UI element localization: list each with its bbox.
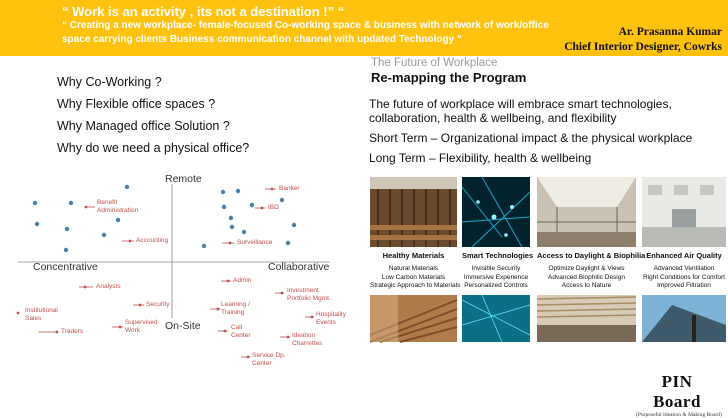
card-line: Right Conditions for Comfort bbox=[642, 273, 725, 281]
card-line: Strategic Approach to Materials bbox=[370, 282, 461, 289]
cyan-lights-photo bbox=[462, 295, 530, 342]
quadrant-diagram bbox=[0, 170, 364, 410]
author-credit bbox=[564, 25, 722, 55]
quote-text: “ Creating a new workplace- female-focused Co-working space & business with network of work/office space carrying clients Business communication channel with updated Technology “ bbox=[62, 20, 549, 45]
paragraph: The future of workplace will embrace smart technologies, collaboration, health & wellbeing, and flexibility bbox=[369, 97, 672, 125]
paragraph: Short Term – Organizational impact & the physical workplace bbox=[369, 131, 693, 145]
card-smart-technologies bbox=[462, 177, 534, 339]
quote-headline: “ Work is an activity , its not a destination !” “ bbox=[62, 4, 345, 19]
tag-traders: Traders bbox=[61, 328, 84, 335]
header-banner bbox=[0, 0, 728, 56]
card-description bbox=[370, 265, 461, 291]
slat-ceiling-photo bbox=[537, 295, 636, 342]
axis-label-remote: Remote bbox=[165, 173, 202, 185]
card-title: Access to Daylight & Biophilia bbox=[537, 251, 646, 260]
section-subtitle: The Future of Workplace bbox=[371, 57, 498, 69]
axis-label-collaborative: Collaborative bbox=[268, 261, 330, 273]
card-title: Enhanced Air Quality bbox=[646, 251, 722, 260]
tag-investment-portfolio: Investment Portfolio Mgmt. bbox=[287, 287, 331, 302]
card-line: Natural Materials bbox=[388, 265, 439, 272]
card-daylight-biophilia bbox=[537, 177, 646, 339]
card-line: Low Carbon Materials bbox=[381, 273, 446, 281]
section-title: Re-mapping the Program bbox=[371, 70, 527, 85]
card-line: Personalized Controls bbox=[464, 282, 528, 289]
tag-supervised-work: Supervised Work bbox=[125, 319, 158, 334]
tag-surveillance: Surveillance bbox=[237, 239, 273, 246]
tag-ibd: IBD bbox=[268, 204, 279, 211]
atrium-photo bbox=[537, 177, 636, 247]
card-line: Improved Filtration bbox=[657, 282, 711, 289]
outdoor-sky-photo bbox=[642, 295, 726, 342]
tag-institutional-sales: Institutional Sales bbox=[25, 307, 58, 322]
pinboard-logo bbox=[636, 372, 722, 418]
tag-benefit-administration: Benefit Administration bbox=[97, 199, 139, 214]
paragraph: Long Term – Flexibility, health & wellbeing bbox=[369, 151, 592, 165]
tag-analysts: Analysts bbox=[96, 283, 121, 290]
question-item: Why Flexible office spaces ? bbox=[57, 97, 216, 111]
tag-banker: Banker bbox=[279, 185, 300, 192]
card-line: Access to Nature bbox=[561, 282, 612, 289]
card-title: Smart Technologies bbox=[462, 251, 534, 260]
wood-interior-photo bbox=[370, 295, 457, 342]
tag-security: Security bbox=[146, 301, 170, 308]
section-paragraphs bbox=[369, 97, 719, 171]
axis-label-concentrative: Concentrative bbox=[33, 261, 98, 273]
tag-call-center: Call Center bbox=[231, 324, 251, 339]
card-healthy-materials bbox=[370, 177, 461, 339]
tag-ideation-charrettes: Ideation Charrettes bbox=[292, 332, 323, 347]
question-item: Why Co-Working ? bbox=[57, 75, 162, 89]
card-line: Invisible Security bbox=[471, 265, 521, 272]
axis-label-onsite: On-Site bbox=[165, 320, 201, 332]
wooden-stairs-photo bbox=[370, 177, 457, 247]
tag-accounting: Accounting bbox=[136, 237, 169, 244]
card-description bbox=[642, 265, 726, 291]
author-title: Chief Interior Designer, Cowrks bbox=[564, 41, 722, 53]
question-item: Why Managed office Solution ? bbox=[57, 119, 230, 133]
tag-learning-training: Learning / Training bbox=[221, 301, 250, 316]
card-line: Immersive Experience bbox=[463, 273, 529, 281]
question-item: Why do we need a physical office? bbox=[57, 141, 250, 155]
card-air-quality bbox=[642, 177, 726, 339]
tag-service-dp-center: Service Dp. Center bbox=[252, 352, 286, 367]
card-line: Advanced Ventilation bbox=[653, 265, 715, 272]
logo-title: PIN Board bbox=[653, 372, 701, 411]
logo-subtitle: (Purposeful Ideation & Making Board) bbox=[636, 412, 722, 418]
ventilation-photo bbox=[642, 177, 726, 247]
questions-list bbox=[57, 71, 249, 159]
card-line: Advanced Biophilic Design bbox=[548, 273, 625, 281]
card-description bbox=[537, 265, 636, 291]
card-line: Optimize Daylight & Views bbox=[548, 265, 625, 272]
card-title: Healthy Materials bbox=[382, 251, 445, 260]
tag-admin: Admin bbox=[233, 277, 252, 284]
card-description bbox=[462, 265, 530, 291]
tag-hospitality-events: Hospitality Events bbox=[316, 311, 346, 326]
network-lights-photo bbox=[462, 177, 530, 247]
author-name: Ar. Prasanna Kumar bbox=[618, 26, 722, 38]
